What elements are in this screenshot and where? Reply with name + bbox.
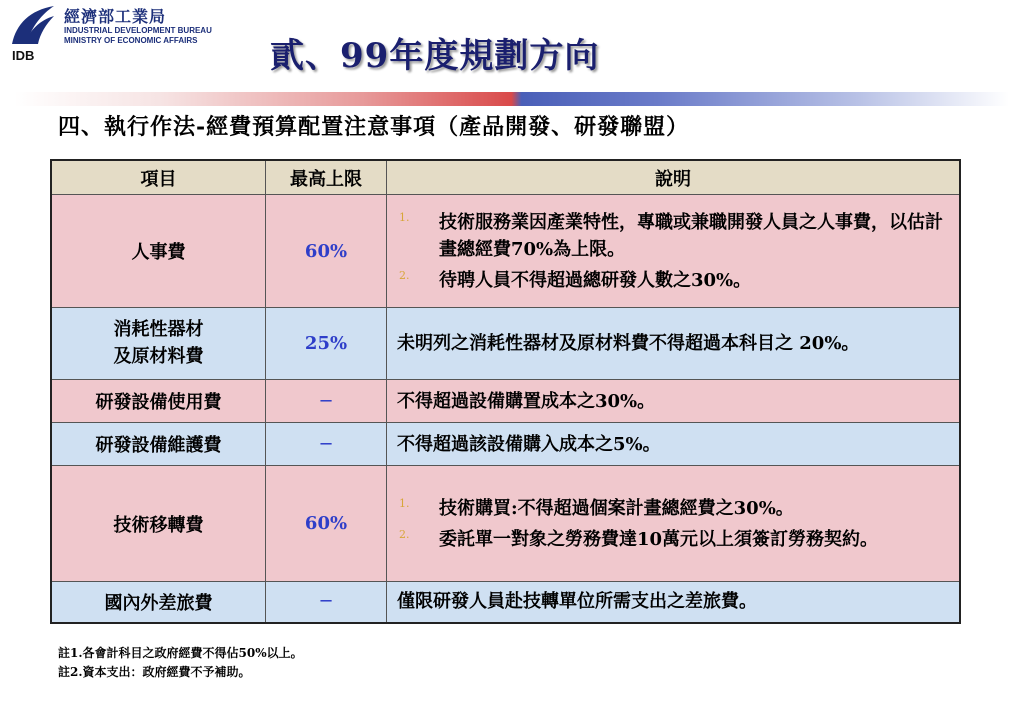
header-description: 說明 — [387, 160, 961, 195]
list-item — [397, 267, 949, 294]
slide-title: 貳、99年度規劃方向 — [270, 36, 600, 76]
row-item: 人事費 — [51, 195, 266, 308]
table-row — [51, 582, 960, 623]
row-max: 60% — [266, 466, 387, 582]
footnote: 註2.資本支出：政府經費不予補助。 — [58, 664, 251, 679]
row-description: 未明列之消耗性器材及原材料費不得超過本科目之 20%。 — [387, 308, 961, 380]
row-max: ─ — [266, 582, 387, 623]
list-text: 待聘人員不得超過總研發人數之30%。 — [439, 269, 752, 291]
idb-emblem-icon — [8, 4, 58, 46]
row-max: ─ — [266, 380, 387, 423]
list-item — [397, 495, 949, 522]
logo-chinese-name: 經濟部工業局 — [64, 7, 167, 26]
row-item-line: 消耗性器材 — [113, 319, 204, 341]
table-row — [51, 380, 960, 423]
row-description — [387, 195, 961, 308]
list-item — [397, 526, 949, 553]
list-text: 技術服務業因產業特性，專職或兼職開發人員之人事費，以估計畫總經費70%為上限。 — [439, 211, 943, 260]
list-item — [397, 209, 949, 263]
footnotes — [58, 644, 303, 681]
list-number: 2. — [399, 527, 410, 541]
list-number: 2. — [399, 268, 410, 282]
logo-english-name-line2: MINISTRY OF ECONOMIC AFFAIRS — [64, 36, 198, 45]
row-item-line: 及原材料費 — [113, 345, 204, 367]
logo-english-name-line1: INDUSTRIAL DEVELOPMENT BUREAU — [64, 26, 212, 35]
list-number: 1. — [399, 496, 410, 510]
logo-abbreviation: IDB — [12, 48, 35, 63]
row-item: 研發設備維護費 — [51, 423, 266, 466]
row-description — [387, 466, 961, 582]
list-number: 1. — [399, 210, 410, 224]
list-text: 技術購買:不得超過個案計畫總經費之30%。 — [439, 497, 794, 519]
table-header-row — [51, 160, 960, 195]
table-row — [51, 466, 960, 582]
table-row — [51, 423, 960, 466]
list-text: 委託單一對象之勞務費達10萬元以上須簽訂勞務契約。 — [439, 528, 879, 550]
row-item — [51, 308, 266, 380]
row-description: 不得超過該設備購入成本之5%。 — [387, 423, 961, 466]
budget-table — [50, 159, 961, 624]
row-item: 研發設備使用費 — [51, 380, 266, 423]
idb-logo — [8, 4, 212, 64]
row-max: ─ — [266, 423, 387, 466]
row-item: 技術移轉費 — [51, 466, 266, 582]
row-max: 60% — [266, 195, 387, 308]
table-row — [51, 195, 960, 308]
table-row — [51, 308, 960, 380]
slide-subtitle: 四、執行作法-經費預算配置注意事項（產品開發、研發聯盟） — [58, 114, 690, 140]
header-max: 最高上限 — [266, 160, 387, 195]
decorative-gradient-bar — [14, 92, 1009, 106]
row-max: 25% — [266, 308, 387, 380]
footnote: 註1.各會計科目之政府經費不得佔50%以上。 — [58, 646, 303, 660]
row-item: 國內外差旅費 — [51, 582, 266, 623]
row-description: 僅限研發人員赴技轉單位所需支出之差旅費。 — [387, 582, 961, 623]
row-description: 不得超過設備購置成本之30%。 — [387, 380, 961, 423]
header-item: 項目 — [51, 160, 266, 195]
